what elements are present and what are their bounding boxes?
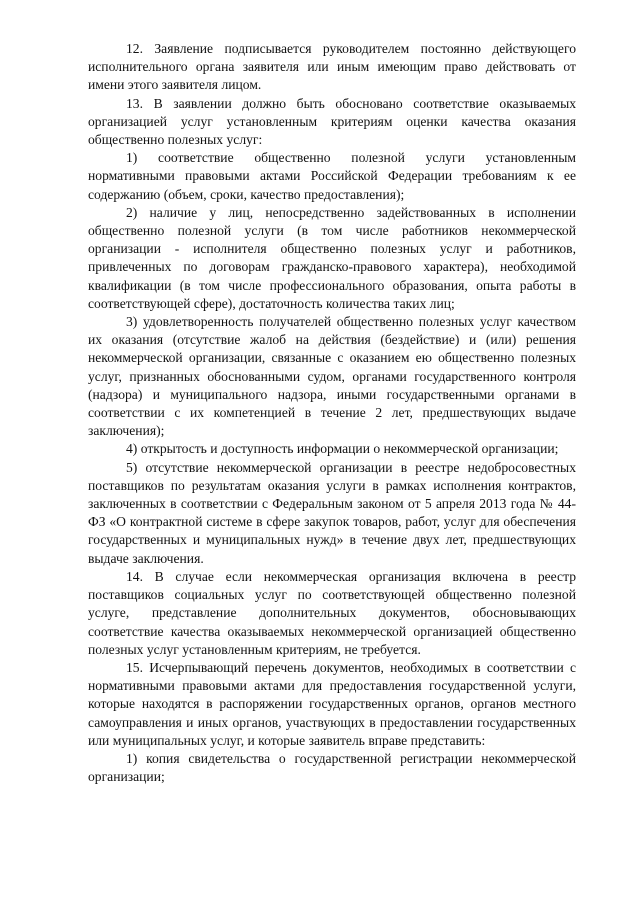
paragraph-13-item-5: 5) отсутствие некоммерческой организации в реестре недобросовестных поставщиков по результатам оказания услуги в рамках исполнения контрактов, заключенных в соответствии с Федеральным законом от 5 апреля 2013 года № 44-ФЗ «О контрактной системе в сфере закупок товаров, работ, услуг для обеспечения государственных и муниципальных нужд» в течение двух лет, предшествующих выдаче заключения. xyxy=(88,459,576,566)
paragraph-13-item-1: 1) соответствие общественно полезной услуги установленным нормативными правовыми актами Российской Федерации требованиям к ее содержанию (объем, сроки, качество предоставления); xyxy=(88,150,576,202)
document-page xyxy=(88,40,576,786)
paragraph-12: 12. Заявление подписывается руководителем постоянно действующего исполнительного органа заявителя или иным имеющим право действовать от имени этого заявителя лицом. xyxy=(88,41,576,93)
paragraph-15-item-1: 1) копия свидетельства о государственной регистрации некоммерческой организации; xyxy=(88,750,576,785)
paragraph-15: 15. Исчерпывающий перечень документов, необходимых в соответствии с нормативными правовыми актами для предоставления государственной услуги, которые находятся в распоряжении государственных органов, органов местного самоуправления и иных органов, участвующих в предоставлении государственных или муниципальных услуг, и которые заявитель вправе представить: xyxy=(88,659,576,748)
paragraph-13-item-3: 3) удовлетворенность получателей общественно полезных услуг качеством их оказания (отсутствие жалоб на действия (бездействие) и (или) решения некоммерческой организации, связанные с оказанием ею общественно полезных услуг, признанных обоснованными судом, органами государственного контроля (надзора) и муниципального надзора, иными государственными органами в соответствии с их компетенцией в течение 2 лет, предшествующих выдаче заключения); xyxy=(88,314,576,439)
paragraph-14: 14. В случае если некоммерческая организация включена в реестр поставщиков социальных услуг по соответствующей общественно полезной услуге, представление дополнительных документов, обосновывающих соответствие качества оказываемых некоммерческой организацией общественно полезных услуг установленным критериям, не требуется. xyxy=(88,568,576,657)
paragraph-13: 13. В заявлении должно быть обосновано соответствие оказываемых организацией услуг установленным критериям оценки качества оказания общественно полезных услуг: xyxy=(88,95,576,148)
paragraph-13-item-4: 4) открытость и доступность информации о некоммерческой организации; xyxy=(126,441,559,457)
paragraph-13-item-2: 2) наличие у лиц, непосредственно задействованных в исполнении общественно полезной услуги (в том числе работников некоммерческой организации - исполнителя общественно полезных услуг и работников, привлеченных по договорам гражданско-правового характера), необходимой квалификации (в том числе профессионального образования, опыта работы в соответствующей сфере), достаточность количества таких лиц; xyxy=(88,204,576,311)
